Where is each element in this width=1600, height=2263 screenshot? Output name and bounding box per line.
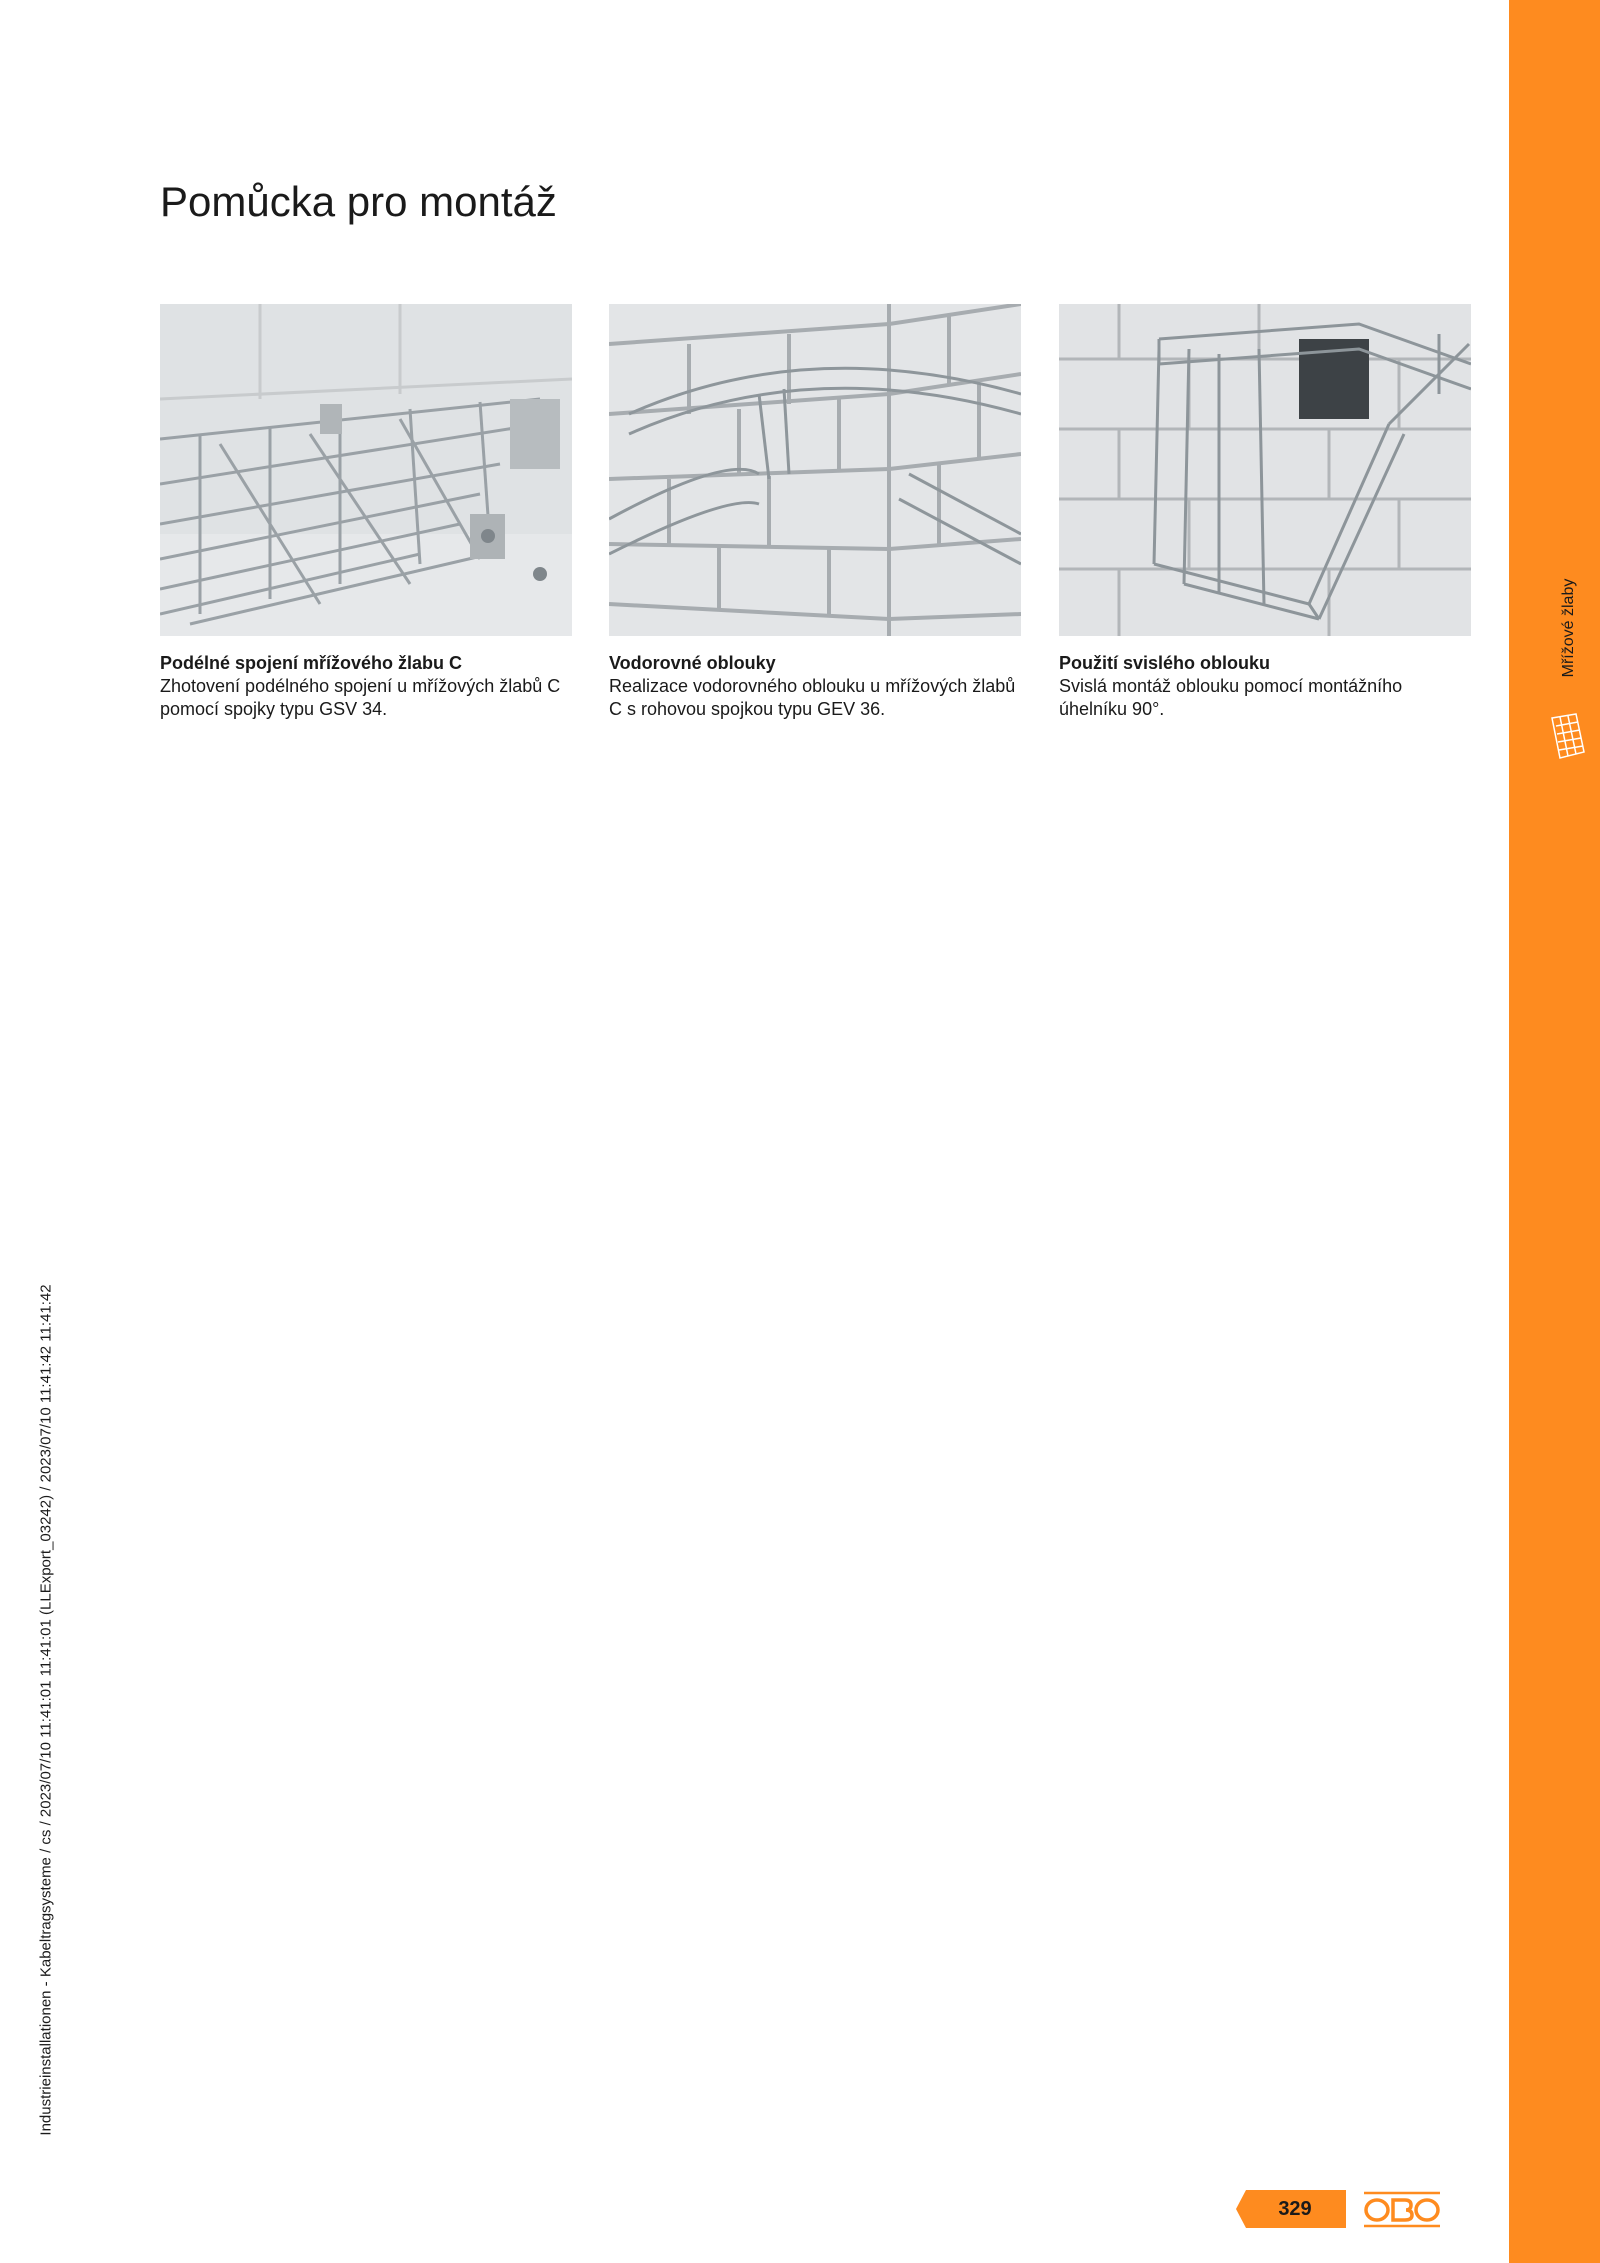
page-title: Pomůcka pro montáž [160, 178, 557, 225]
card-description: Zhotovení podélného spojení u mřížových žlabů C pomocí spojky typu GSV 34. [160, 676, 561, 719]
card-title: Použití svislého oblouku [1059, 653, 1271, 673]
photo-longitudinal-joint [160, 304, 572, 636]
chapter-sidebar [1509, 0, 1600, 2263]
chapter-label: Mřížové žlaby [1560, 578, 1577, 678]
card-longitudinal-joint [160, 304, 572, 721]
card-description: Svislá montáž oblouku pomocí montážního úhelníku 90°. [1059, 676, 1403, 719]
card-title: Vodorovné oblouky [609, 653, 776, 673]
page-number: 329 [1278, 2198, 1312, 2220]
card-description: Realizace vodorovného oblouku u mřížových žlabů C s rohovou spojkou typu GEV 36. [609, 676, 1016, 719]
photo-vertical-bend [1059, 304, 1471, 636]
wire-tray-icon [1548, 712, 1588, 765]
card-horizontal-bends [609, 304, 1021, 721]
photo-horizontal-bends [609, 304, 1021, 636]
export-info: Industrieinstallationen - Kabeltragsysteme / cs / 2023/07/10 11:41:01 11:41:01 (LLExport_03242) / 2023/07/10 11:41:42 11:41:42 [37, 1284, 55, 2136]
card-vertical-bend [1059, 304, 1471, 721]
card-title: Podélné spojení mřížového žlabu C [160, 653, 463, 673]
obo-logo [1362, 2190, 1442, 2233]
